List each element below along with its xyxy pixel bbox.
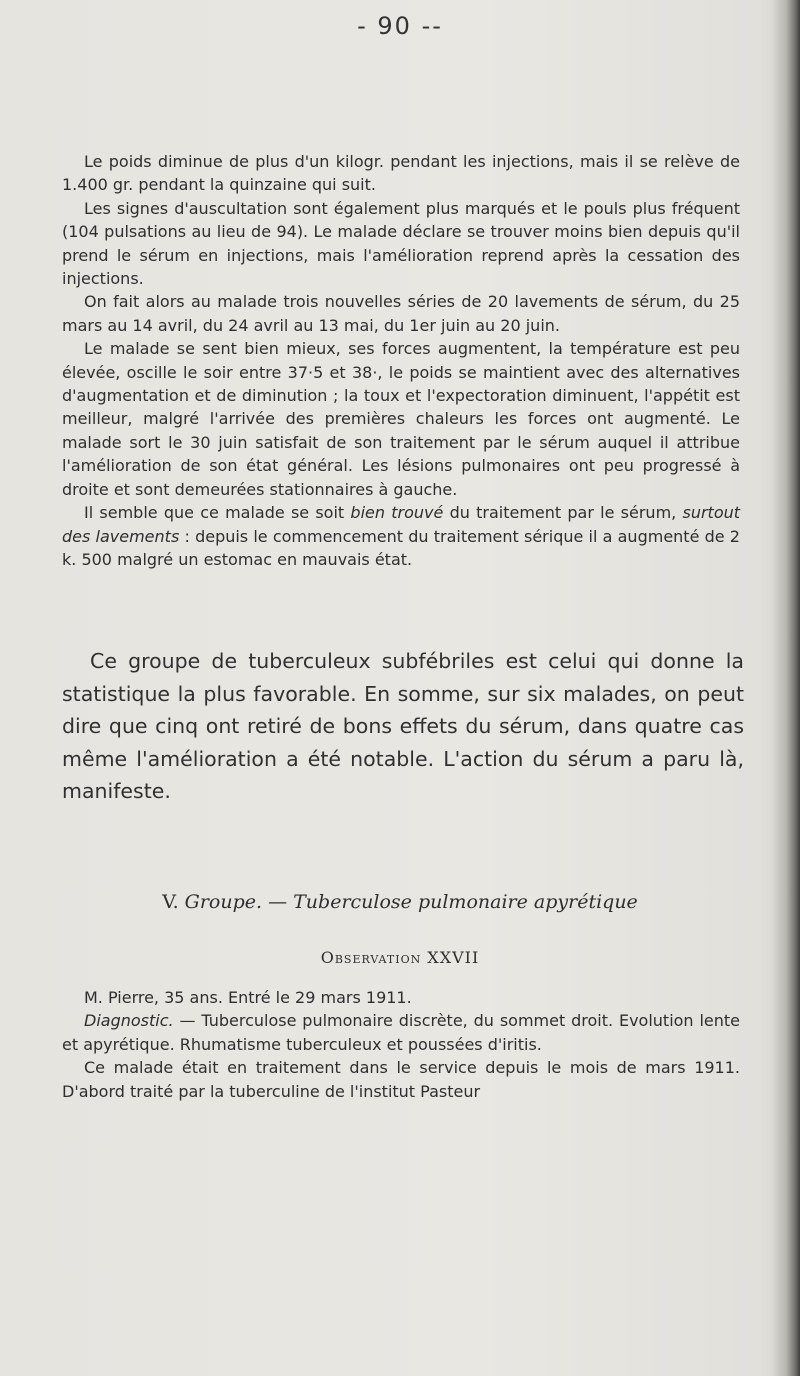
paragraph-auscultation: Les signes d'auscultation sont également plus marqués et le pouls plus fréquent (104 pulsations au lieu de 94). Le malade déclare se trouver moins bien depuis qu'il prend le sérum en injections, mais l'amélioration reprend après la cessation des injections.	[62, 198, 740, 289]
treatment-paragraph: Ce malade était en traitement dans le service depuis le mois de mars 1911. D'abord traité par la tuberculine de l'institut Pasteur	[62, 1058, 740, 1101]
patient-intro: M. Pierre, 35 ans. Entré le 29 mars 1911.	[84, 988, 412, 1007]
conclusion-paragraph: Ce groupe de tuberculeux subfébriles est celui qui donne la statistique la plus favorable. En somme, sur six malades, on peut dire que cinq ont retiré de bons effets du sérum, dans quatre cas même l'amélioration a été notable. L'action du sérum a paru là, manifeste.	[62, 649, 744, 803]
page-edge-shadow	[772, 0, 800, 1376]
observation-body	[62, 986, 740, 1103]
paragraph-improvement: Le malade se sent bien mieux, ses forces augmentent, la température est peu élevée, oscille le soir entre 37·5 et 38·, le poids se maintient avec des alternatives d'augmentation et de diminution ; la toux et l'expectoration diminuent, l'appétit est meilleur, malgré l'arrivée des premières chaleurs les forces ont augmenté. Le malade sort le 30 juin satisfait de son traitement par le sérum auquel il attribue l'amélioration de son état général. Les lésions pulmonaires ont peu progressé à droite et sont demeurées stationnaires à gauche.	[62, 339, 740, 499]
section-heading: V. Groupe. — Tuberculose pulmonaire apyrétique	[162, 891, 638, 913]
paragraph-summary: Il semble que ce malade se soit bien trouvé du traitement par le sérum, surtout des lavements : depuis le commencement du traitement sérique il a augmenté de 2 k. 500 malgré un estomac en mauvais état.	[62, 503, 741, 569]
emphasis-bien-trouve: bien trouvé	[350, 503, 444, 523]
emphasis-surtout: surtout des lavements	[62, 503, 741, 546]
section-heading-title: Groupe. — Tuberculose pulmonaire apyrétique	[184, 891, 638, 913]
observation-title: Observation XXVII	[320, 948, 480, 967]
diagnostic-label: Diagnostic.	[84, 1011, 174, 1031]
group-conclusion	[62, 645, 744, 808]
paragraph-weight: Le poids diminue de plus d'un kilogr. pendant les injections, mais il se relève de 1.400 gr. pendant la quinzaine qui suit.	[62, 152, 740, 195]
diagnostic-paragraph: Diagnostic. — Tuberculose pulmonaire discrète, du sommet droit. Evolution lente et apyrétique. Rhumatisme tuberculeux et poussées d'iritis.	[62, 1011, 740, 1054]
paragraph-new-series: On fait alors au malade trois nouvelles séries de 20 lavements de sérum, du 25 mars au 14 avril, du 24 avril au 13 mai, du 1er juin au 20 juin.	[62, 292, 740, 335]
case-continuation	[62, 150, 740, 571]
page-number: - 90 --	[357, 12, 443, 40]
